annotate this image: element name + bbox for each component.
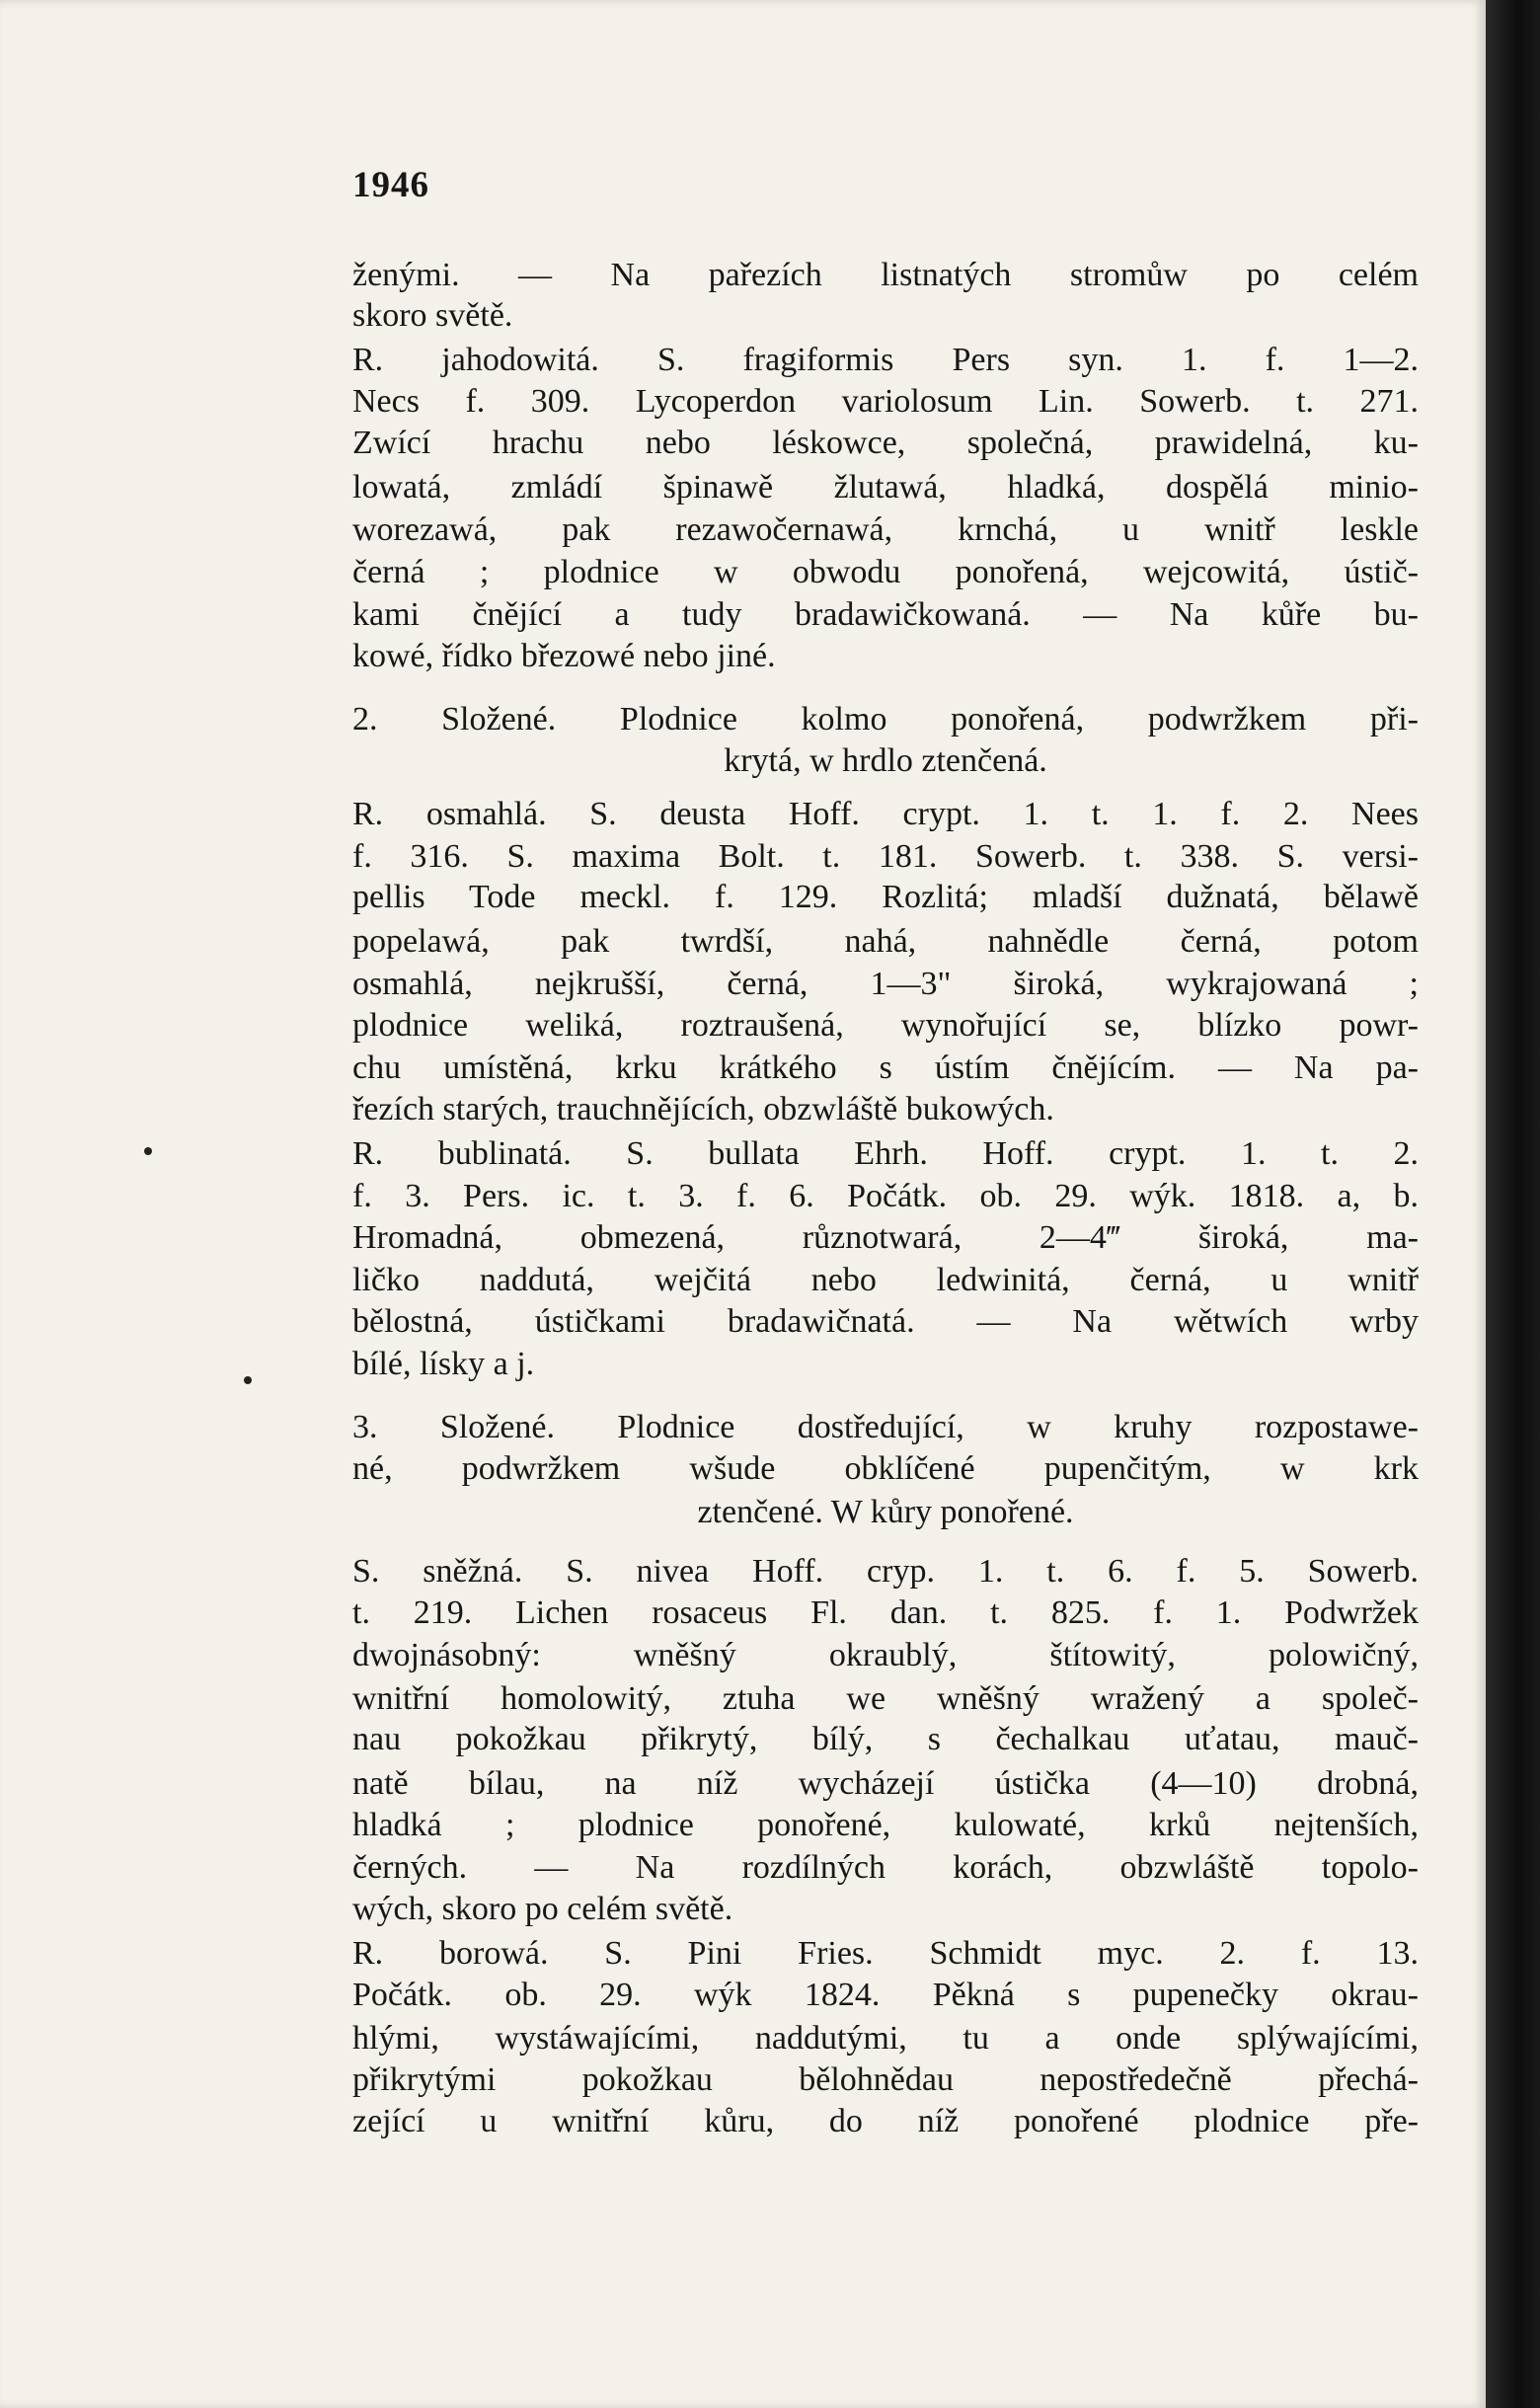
text-line: R. bublinatá. S. bullata Ehrh. Hoff. crypt. 1. t. 2.: [352, 1135, 1419, 1172]
text-line: dwojnásobný: wněšný okraublý, štítowitý, polowičný,: [352, 1637, 1419, 1673]
text-line: černá ; plodnice w obwodu ponořená, wejcowitá, ústič-: [352, 554, 1419, 590]
text-line: krytá, w hrdlo ztenčená.: [724, 742, 1047, 779]
text-line: zející u wnitřní kůru, do níž ponořené plodnice pře-: [352, 2103, 1419, 2139]
text-line: řezích starých, trauchnějících, obzwláště bukowých.: [352, 1091, 1054, 1127]
text-line: nau pokožkau přikrytý, bílý, s čechalkau uťatau, mauč-: [352, 1721, 1419, 1757]
text-line: né, podwržkem wšude obklíčené pupenčitým, w krk: [352, 1450, 1419, 1487]
text-line: hladká ; plodnice ponořené, kulowaté, krků nejtenších,: [352, 1807, 1419, 1843]
text-line: S. sněžná. S. nivea Hoff. cryp. 1. t. 6. f. 5. Sowerb.: [352, 1553, 1419, 1590]
text-line: wnitřní homolowitý, ztuha we wněšný wražený a společ-: [352, 1680, 1419, 1717]
text-line: Počátk. ob. 29. wýk 1824. Pěkná s pupenečky okrau-: [352, 1977, 1419, 2013]
page-edge-shadow: [1486, 0, 1540, 2408]
text-line: natě bílau, na níž wycházejí ústička (4—10) drobná,: [352, 1765, 1419, 1802]
text-line: černých. — Na rozdílných korách, obzwláště topolo-: [352, 1849, 1419, 1886]
text-line: bílé, lísky a j.: [352, 1346, 535, 1382]
text-line: popelawá, pak twrdší, nahá, nahnědle černá, potom: [352, 923, 1419, 960]
text-line: R. osmahlá. S. deusta Hoff. crypt. 1. t. 1. f. 2. Nees: [352, 796, 1419, 832]
text-line: kami čnějící a tudy bradawičkowaná. — Na kůře bu-: [352, 596, 1419, 633]
text-line: Zwící hrachu nebo léskowce, společná, prawidelná, ku-: [352, 425, 1419, 461]
text-line: bělostná, ústičkami bradawičnatá. — Na wětwích wrby: [352, 1303, 1419, 1340]
text-line: worezawá, pak rezawočernawá, krnchá, u wnitř leskle: [352, 511, 1419, 548]
text-line: R. borowá. S. Pini Fries. Schmidt myc. 2. f. 13.: [352, 1935, 1419, 1972]
text-line: plodnice weliká, roztraušená, wynořující se, blízko powr-: [352, 1007, 1419, 1044]
text-line: ženými. — Na pařezích listnatých stromůw po celém: [352, 257, 1419, 293]
text-line: skoro světě.: [352, 297, 513, 334]
text-line: t. 219. Lichen rosaceus Fl. dan. t. 825. f. 1. Podwržek: [352, 1594, 1419, 1631]
text-line: ztenčené. W kůry ponořené.: [697, 1494, 1074, 1530]
text-line: f. 3. Pers. ic. t. 3. f. 6. Počátk. ob. 29. wýk. 1818. a, b.: [352, 1178, 1419, 1214]
text-line: R. jahodowitá. S. fragiformis Pers syn. 1. f. 1—2.: [352, 342, 1419, 378]
margin-speck: [144, 1147, 152, 1155]
text-line: wých, skoro po celém světě.: [352, 1891, 733, 1927]
margin-speck: [244, 1376, 252, 1384]
text-line: 2. Složené. Plodnice kolmo ponořená, podwržkem při-: [352, 701, 1419, 738]
text-line: pellis Tode meckl. f. 129. Rozlitá; mladší dužnatá, bělawě: [352, 879, 1419, 915]
text-line: lowatá, zmládí špinawě žlutawá, hladká, dospělá minio-: [352, 469, 1419, 505]
page-number: 1946: [352, 165, 429, 205]
text-line: f. 316. S. maxima Bolt. t. 181. Sowerb. t. 338. S. versi-: [352, 838, 1419, 875]
text-line: Necs f. 309. Lycoperdon variolosum Lin. Sowerb. t. 271.: [352, 383, 1419, 420]
text-line: chu umístěná, krku krátkého s ústím čnějícím. — Na pa-: [352, 1049, 1419, 1086]
text-line: hlými, wystáwajícími, naddutými, tu a onde splýwajícími,: [352, 2020, 1419, 2057]
text-line: kowé, řídko březowé nebo jiné.: [352, 638, 776, 674]
text-line: Hromadná, obmezená, různotwará, 2—4‴ široká, ma-: [352, 1219, 1419, 1256]
text-line: ličko naddutá, wejčitá nebo ledwinitá, černá, u wnitř: [352, 1262, 1419, 1298]
text-line: osmahlá, nejkrušší, černá, 1—3" široká, wykrajowaná ;: [352, 966, 1419, 1002]
text-line: přikrytými pokožkau bělohnědau nepostředečně přechá-: [352, 2061, 1419, 2098]
text-line: 3. Složené. Plodnice dostředující, w kruhy rozpostawe-: [352, 1409, 1419, 1445]
